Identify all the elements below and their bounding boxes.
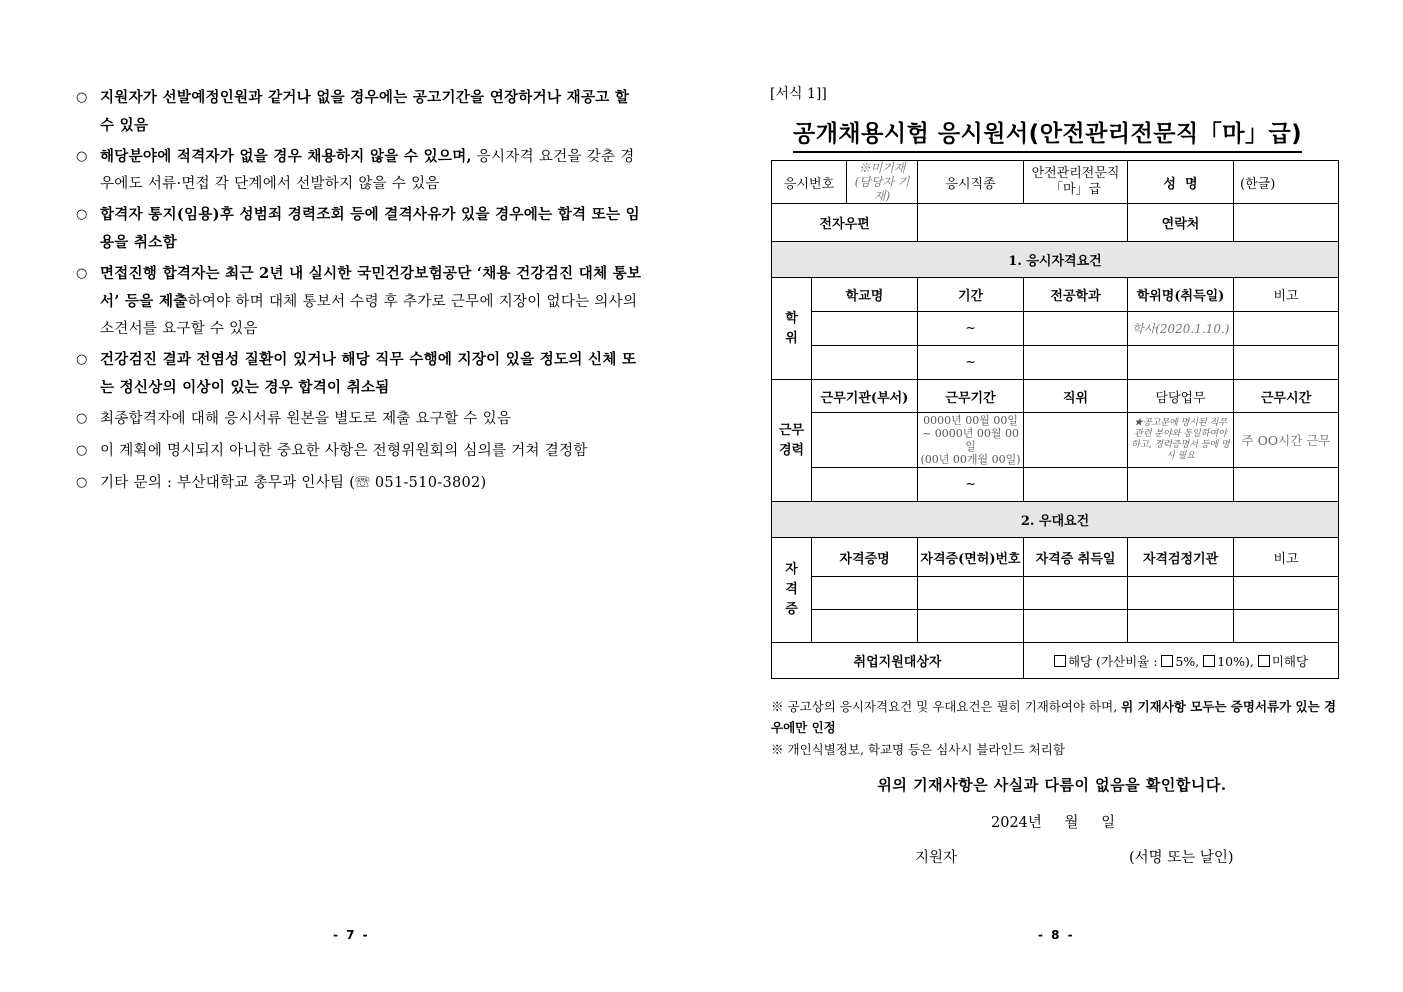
circle-bullet-icon: ○ — [76, 266, 88, 281]
notice-bullet-2 — [76, 143, 646, 198]
license-header-issuer: 자격검정기관 — [1128, 538, 1234, 577]
note-bold-text: 위 기재사항 모두는 증명서류가 있는 경우에만 인정 — [771, 699, 1337, 735]
bullet-text: 최종합격자에 대해 응시서류 원본을 별도로 제출 요구할 수 있음 — [100, 411, 512, 427]
notice-bullet-7 — [76, 437, 646, 465]
degree-side-char-1: 학 — [785, 310, 798, 326]
application-form-table — [771, 160, 1339, 679]
career-period-cell[interactable] — [918, 413, 1024, 468]
checkbox-10-percent[interactable] — [1203, 655, 1215, 667]
notice-bullet-5 — [76, 346, 646, 402]
notice-bullet-3 — [76, 201, 646, 257]
career-side-word-2: 경력 — [778, 442, 805, 458]
degree-side-char-2: 위 — [785, 330, 798, 346]
note-mark: ※ — [771, 742, 784, 757]
license-date-cell[interactable] — [1024, 577, 1128, 610]
license-remarks-cell[interactable] — [1234, 610, 1339, 643]
career-position-cell[interactable] — [1024, 413, 1128, 468]
phone-label: 연락처 — [1128, 204, 1234, 242]
degree-school-cell[interactable] — [812, 346, 918, 380]
page-number-right: - 8 - — [1038, 928, 1075, 942]
bullet-bold-text: 면접진행 합격자는 최근 2년 내 실시한 국민건강보험공단 ‘채용 건강검진 대체 통보서’ 등을 제출 — [100, 265, 642, 310]
notice-bullet-1 — [76, 84, 646, 140]
degree-remarks-cell[interactable] — [1234, 312, 1339, 346]
circle-bullet-icon: ○ — [76, 475, 88, 490]
degree-major-cell[interactable] — [1024, 312, 1128, 346]
checkbox-no[interactable] — [1258, 655, 1270, 667]
career-period-cell[interactable]: ~ — [918, 468, 1024, 502]
license-side-char-2: 격 — [785, 582, 798, 597]
degree-header-degree: 학위명(취득일) — [1128, 278, 1234, 312]
applicant-label: 지원자 — [915, 850, 958, 866]
license-date-cell[interactable] — [1024, 610, 1128, 643]
email-field[interactable] — [918, 204, 1128, 242]
bullet-text: 기타 문의 : 부산대학교 총무과 인사팀 (☏ 051-510-3802) — [100, 475, 487, 491]
application-number-label: 응시번호 — [772, 161, 847, 204]
career-header-hours: 근무시간 — [1234, 380, 1339, 413]
license-side-char-3: 증 — [785, 602, 798, 617]
date-line: 2024년 월 일 — [991, 815, 1116, 831]
job-field-label: 응시직종 — [918, 161, 1024, 204]
circle-bullet-icon: ○ — [76, 207, 88, 222]
career-org-cell[interactable] — [812, 468, 918, 502]
employment-support-label: 취업지원대상자 — [772, 643, 1024, 679]
job-field-grade: 「마」급 — [1049, 182, 1102, 197]
signature-label: (서명 또는 날인) — [1129, 850, 1234, 866]
name-label: 성 명 — [1128, 161, 1234, 204]
circle-bullet-icon: ○ — [76, 443, 88, 458]
license-side-label — [772, 538, 812, 643]
circle-bullet-icon: ○ — [76, 352, 88, 367]
right-page — [701, 0, 1403, 992]
license-header-name: 자격증명 — [812, 538, 918, 577]
phone-field[interactable] — [1234, 204, 1339, 242]
license-side-char-1: 자 — [785, 562, 798, 577]
career-duty-cell[interactable] — [1128, 468, 1234, 502]
employment-support-options — [1024, 643, 1339, 679]
confirmation-statement: 위의 기재사항은 사실과 다름이 없음을 확인합니다. — [877, 776, 1227, 794]
career-side-label — [772, 380, 812, 502]
career-period-start: 0000년 00월 00일 — [923, 414, 1018, 427]
circle-bullet-icon: ○ — [76, 411, 88, 426]
career-hours-cell[interactable] — [1234, 468, 1339, 502]
form-note-1 — [771, 696, 1338, 738]
bullet-text: 응시자격 요건을 갖춘 경우에도 서류·면접 각 단계에서 선발하지 않을 수 있음 — [100, 149, 635, 192]
form-code: [서식 1]] — [770, 86, 827, 102]
application-number-cell — [847, 161, 918, 204]
degree-header-school: 학교명 — [812, 278, 918, 312]
degree-name-cell[interactable]: 학사(2020.1.10.) — [1128, 312, 1234, 346]
option-no-label: 미해당 — [1271, 653, 1309, 669]
section-preference-title: 2. 우대요건 — [772, 502, 1339, 538]
career-header-duty: 담당업무 — [1128, 380, 1234, 413]
left-page — [0, 0, 701, 992]
name-field[interactable]: (한글) — [1234, 161, 1339, 204]
checkbox-5-percent[interactable] — [1161, 655, 1173, 667]
option-5-label: 5%, — [1175, 653, 1200, 669]
license-header-remarks: 비고 — [1234, 538, 1339, 577]
job-field-value: 안전관리전문직 — [1031, 166, 1120, 181]
note-text: 공고상의 응시자격요건 및 우대요건은 필히 기재하여야 하며, — [783, 699, 1122, 714]
license-header-number: 자격증(면허)번호 — [918, 538, 1024, 577]
bullet-text: 하여야 하며 대체 통보서 수령 후 추가로 근무에 지장이 없다는 의사의 소견서를 요구할 수 있음 — [100, 294, 638, 337]
option-yes-label: 해당 (가산비율 : — [1067, 653, 1158, 669]
page-number-left: - 7 - — [333, 928, 370, 942]
circle-bullet-icon: ○ — [76, 149, 88, 164]
job-field-value-cell — [1024, 161, 1128, 204]
circle-bullet-icon: ○ — [76, 90, 88, 105]
license-issuer-cell[interactable] — [1128, 577, 1234, 610]
checkbox-yes[interactable] — [1054, 655, 1066, 667]
degree-name-cell[interactable] — [1128, 346, 1234, 380]
bullet-bold-text: 지원자가 선발예정인원과 같거나 없을 경우에는 공고기간을 연장하거나 재공고 할 수 있음 — [100, 89, 630, 134]
license-remarks-cell[interactable] — [1234, 577, 1339, 610]
option-10-label: 10%), — [1217, 653, 1254, 669]
license-header-date: 자격증 취득일 — [1024, 538, 1128, 577]
career-hours-cell[interactable]: 주 OO시간 근무 — [1234, 413, 1339, 468]
form-note-2 — [771, 739, 1338, 760]
license-number-cell[interactable] — [918, 577, 1024, 610]
license-name-cell[interactable] — [812, 577, 918, 610]
license-number-cell[interactable] — [918, 610, 1024, 643]
section-qualification-title: 1. 응시자격요건 — [772, 242, 1339, 278]
career-duty-note[interactable]: ★공고문에 명시된 직무 관련 분야와 동일하여야 하고, 경력증명서 등에 명시 필요 — [1128, 413, 1234, 468]
career-header-org: 근무기관(부서) — [812, 380, 918, 413]
career-header-position: 직위 — [1024, 380, 1128, 413]
application-number-note-2: (담당자 기재) — [854, 175, 910, 203]
degree-remarks-cell[interactable] — [1234, 346, 1339, 380]
license-issuer-cell[interactable] — [1128, 610, 1234, 643]
career-org-cell[interactable] — [812, 413, 918, 468]
email-label: 전자우편 — [772, 204, 918, 242]
degree-period-cell[interactable]: ~ — [918, 346, 1024, 380]
degree-school-cell[interactable] — [812, 312, 918, 346]
degree-major-cell[interactable] — [1024, 346, 1128, 380]
bullet-bold-text: 건강검진 결과 전염성 질환이 있거나 해당 직무 수행에 지장이 있을 정도의 신체 또는 정신상의 이상이 있는 경우 합격이 취소됨 — [100, 351, 637, 396]
career-header-period: 근무기간 — [918, 380, 1024, 413]
license-name-cell[interactable] — [812, 610, 918, 643]
note-text: 개인식별정보, 학교명 등은 심사시 블라인드 처리함 — [783, 742, 1065, 757]
notice-bullet-8 — [76, 469, 646, 497]
degree-header-major: 전공학과 — [1024, 278, 1128, 312]
application-number-note: ※미기재 — [858, 161, 906, 175]
degree-side-label — [772, 278, 812, 380]
notice-bullet-list — [76, 84, 646, 501]
degree-header-remarks: 비고 — [1234, 278, 1339, 312]
degree-header-period: 기간 — [918, 278, 1024, 312]
career-period-total: (00년 00개월 00일) — [920, 453, 1021, 466]
notice-bullet-4 — [76, 260, 646, 343]
bullet-bold-text: 해당분야에 적격자가 없을 경우 채용하지 않을 수 있으며, — [100, 148, 472, 165]
career-side-word-1: 근무 — [778, 422, 805, 438]
bullet-text: 이 계획에 명시되지 아니한 중요한 사항은 전형위원회의 심의를 거쳐 결정함 — [100, 443, 588, 459]
note-mark: ※ — [771, 699, 784, 714]
career-position-cell[interactable] — [1024, 468, 1128, 502]
notice-bullet-6 — [76, 405, 646, 433]
career-period-end: ~ 0000년 00월 00일 — [922, 427, 1019, 453]
form-title: 공개채용시험 응시원서(안전관리전문직「마」급) — [793, 119, 1302, 153]
degree-period-cell[interactable]: ~ — [918, 312, 1024, 346]
bullet-bold-text: 합격자 통지(임용)후 성범죄 경력조회 등에 결격사유가 있을 경우에는 합격 또는 임용을 취소함 — [100, 206, 640, 251]
